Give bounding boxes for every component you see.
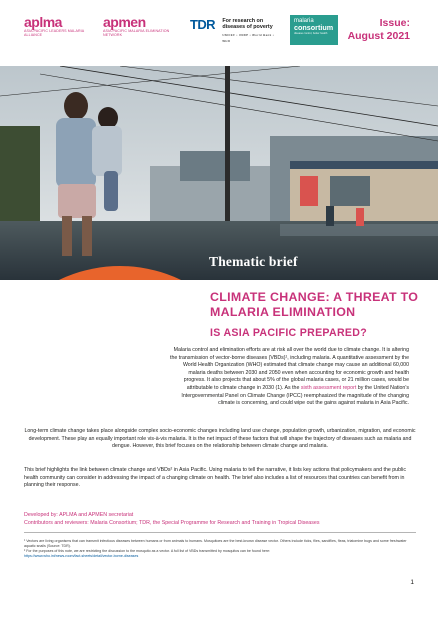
malaria-consortium-line1: malaria [294,18,314,24]
intro-text-after-link: by the United Nation's Intergovernmental Panel on Climate Change (IPCC) reemphasized the magnitude of the changing climate is concerning, and could wipe out the gains against malaria in Asia Pacific. [181,384,409,407]
man-shirt [56,118,96,188]
shop-window [330,176,370,206]
contributors-value: Malaria Consortium; TDR, the Special Programme for Research and Training in Tropical Diseases [90,519,320,526]
awning [290,161,438,169]
wading-person-2 [356,208,364,226]
footnotes [24,539,416,559]
tdr-logo-tagline: For research on diseases of poverty [222,18,273,30]
footnote-2: ² For the purposes of this note, we are restricting the discussion to the mosquito as a vector. A full list of VBDs transmitted by mosquitos can be found here: [24,549,271,553]
tdr-logo [190,17,274,44]
intro-text-before-link: Malaria control and elimination efforts are at risk all over the world due to climate change. It is altering the transmission of vector-borne diseases (VBDs)¹, including malaria. A quantitative assessment by the World Health Organization (WHO) estimated that climate change may cause an additional 60,000 malaria deaths between 2030 and 2050 even when accounting for economic growth and health progress. It also projects that about 5% of the global malaria cases, or 21 million cases, would be attributable to climate change in 2030 (1). As the [170,347,409,391]
man-leg-right [82,216,92,256]
shop-sign [300,176,318,206]
hero-photo [0,66,438,280]
footnote-1: ¹ Vectors are living organisms that can transmit infectious diseases between humans or from animals to humans. Mosquitoes are the best-known disease vector. Others include ticks, flies, sandflies, fleas, triatomine bugs and some freshwater aquatic snails (Source: TDR). [24,539,407,548]
tree-left [0,126,40,226]
intro-paragraph [169,347,409,408]
utility-pole [225,66,230,236]
tdr-logo-mark: TDR [190,17,215,32]
aplma-logo [24,16,94,37]
tdr-logo-text [222,18,274,44]
developed-by [24,512,416,520]
man-head [64,92,88,120]
apmen-logo-subtitle: ASIA PACIFIC MALARIA ELIMINATION NETWORK [103,29,170,38]
child-head [98,107,118,129]
footnote-divider [24,532,416,533]
ipcc-report-link[interactable]: sixth assessment report [300,384,357,391]
malaria-consortium-line2: consortium [294,23,334,32]
malaria-consortium-logo [290,15,338,45]
thematic-brief-label: Thematic brief [209,254,298,269]
aplma-logo-subtitle: ASIA PACIFIC LEADERS MALARIA ALLIANCE [24,29,85,38]
body-paragraph-3: This brief highlights the link between climate change and VBDs² in Asia Pacific. Using malaria to tell the narrative, it lists key actions that policymakers and the public health community can consider in addressing the impact of a changing climate on health. The brief also includes a list of resources that countries can benefit from in planning their response. [24,467,406,489]
header [0,0,438,60]
contributors [24,520,416,528]
tdr-logo-sponsors: UNICEF • UNDP • World Bank • WHO [222,33,275,43]
man-leg-left [62,216,72,256]
page-subtitle: IS ASIA PACIFIC PREPARED? [210,327,368,339]
credits [24,512,416,527]
page-title: CLIMATE CHANGE: A THREAT TO MALARIA ELIMINATION [210,290,419,319]
contributors-label: Contributors and reviewers: [24,519,89,526]
apmen-logo [103,16,173,37]
issue-label: Issue: [379,17,410,29]
flood-street-illustration [0,66,438,280]
child-legs [104,171,118,211]
body-paragraph-2: Long-term climate change takes place alongside complex socio-economic changes including land use change, population growth, urbanization, migration, and economic development. These play an equally important role vis-à-vis malaria. It is the net impact of these factors that will shape the trajectory of diseases such as malaria and dengue. However, this brief focuses on the relationship between climate change and malaria. [24,428,416,450]
page-number: 1 [410,579,414,586]
apmen-logo-name: apmen [103,14,146,30]
man-shorts [58,184,96,218]
issue-info [348,17,410,43]
aplma-logo-name: aplma [24,14,62,30]
developed-by-value: APLMA and APMEN secretariat [59,512,134,518]
wading-person-1 [326,206,334,226]
developed-by-label: Developed by: [24,512,58,518]
issue-date: August 2021 [347,30,410,42]
child-body [92,126,122,176]
who-vbd-link[interactable]: https://www.who.int/news-room/fact-sheets/detail/vector-borne-diseases [24,554,139,558]
malaria-consortium-line3: disease control, better health [294,32,328,35]
bus-shelter [180,151,250,181]
